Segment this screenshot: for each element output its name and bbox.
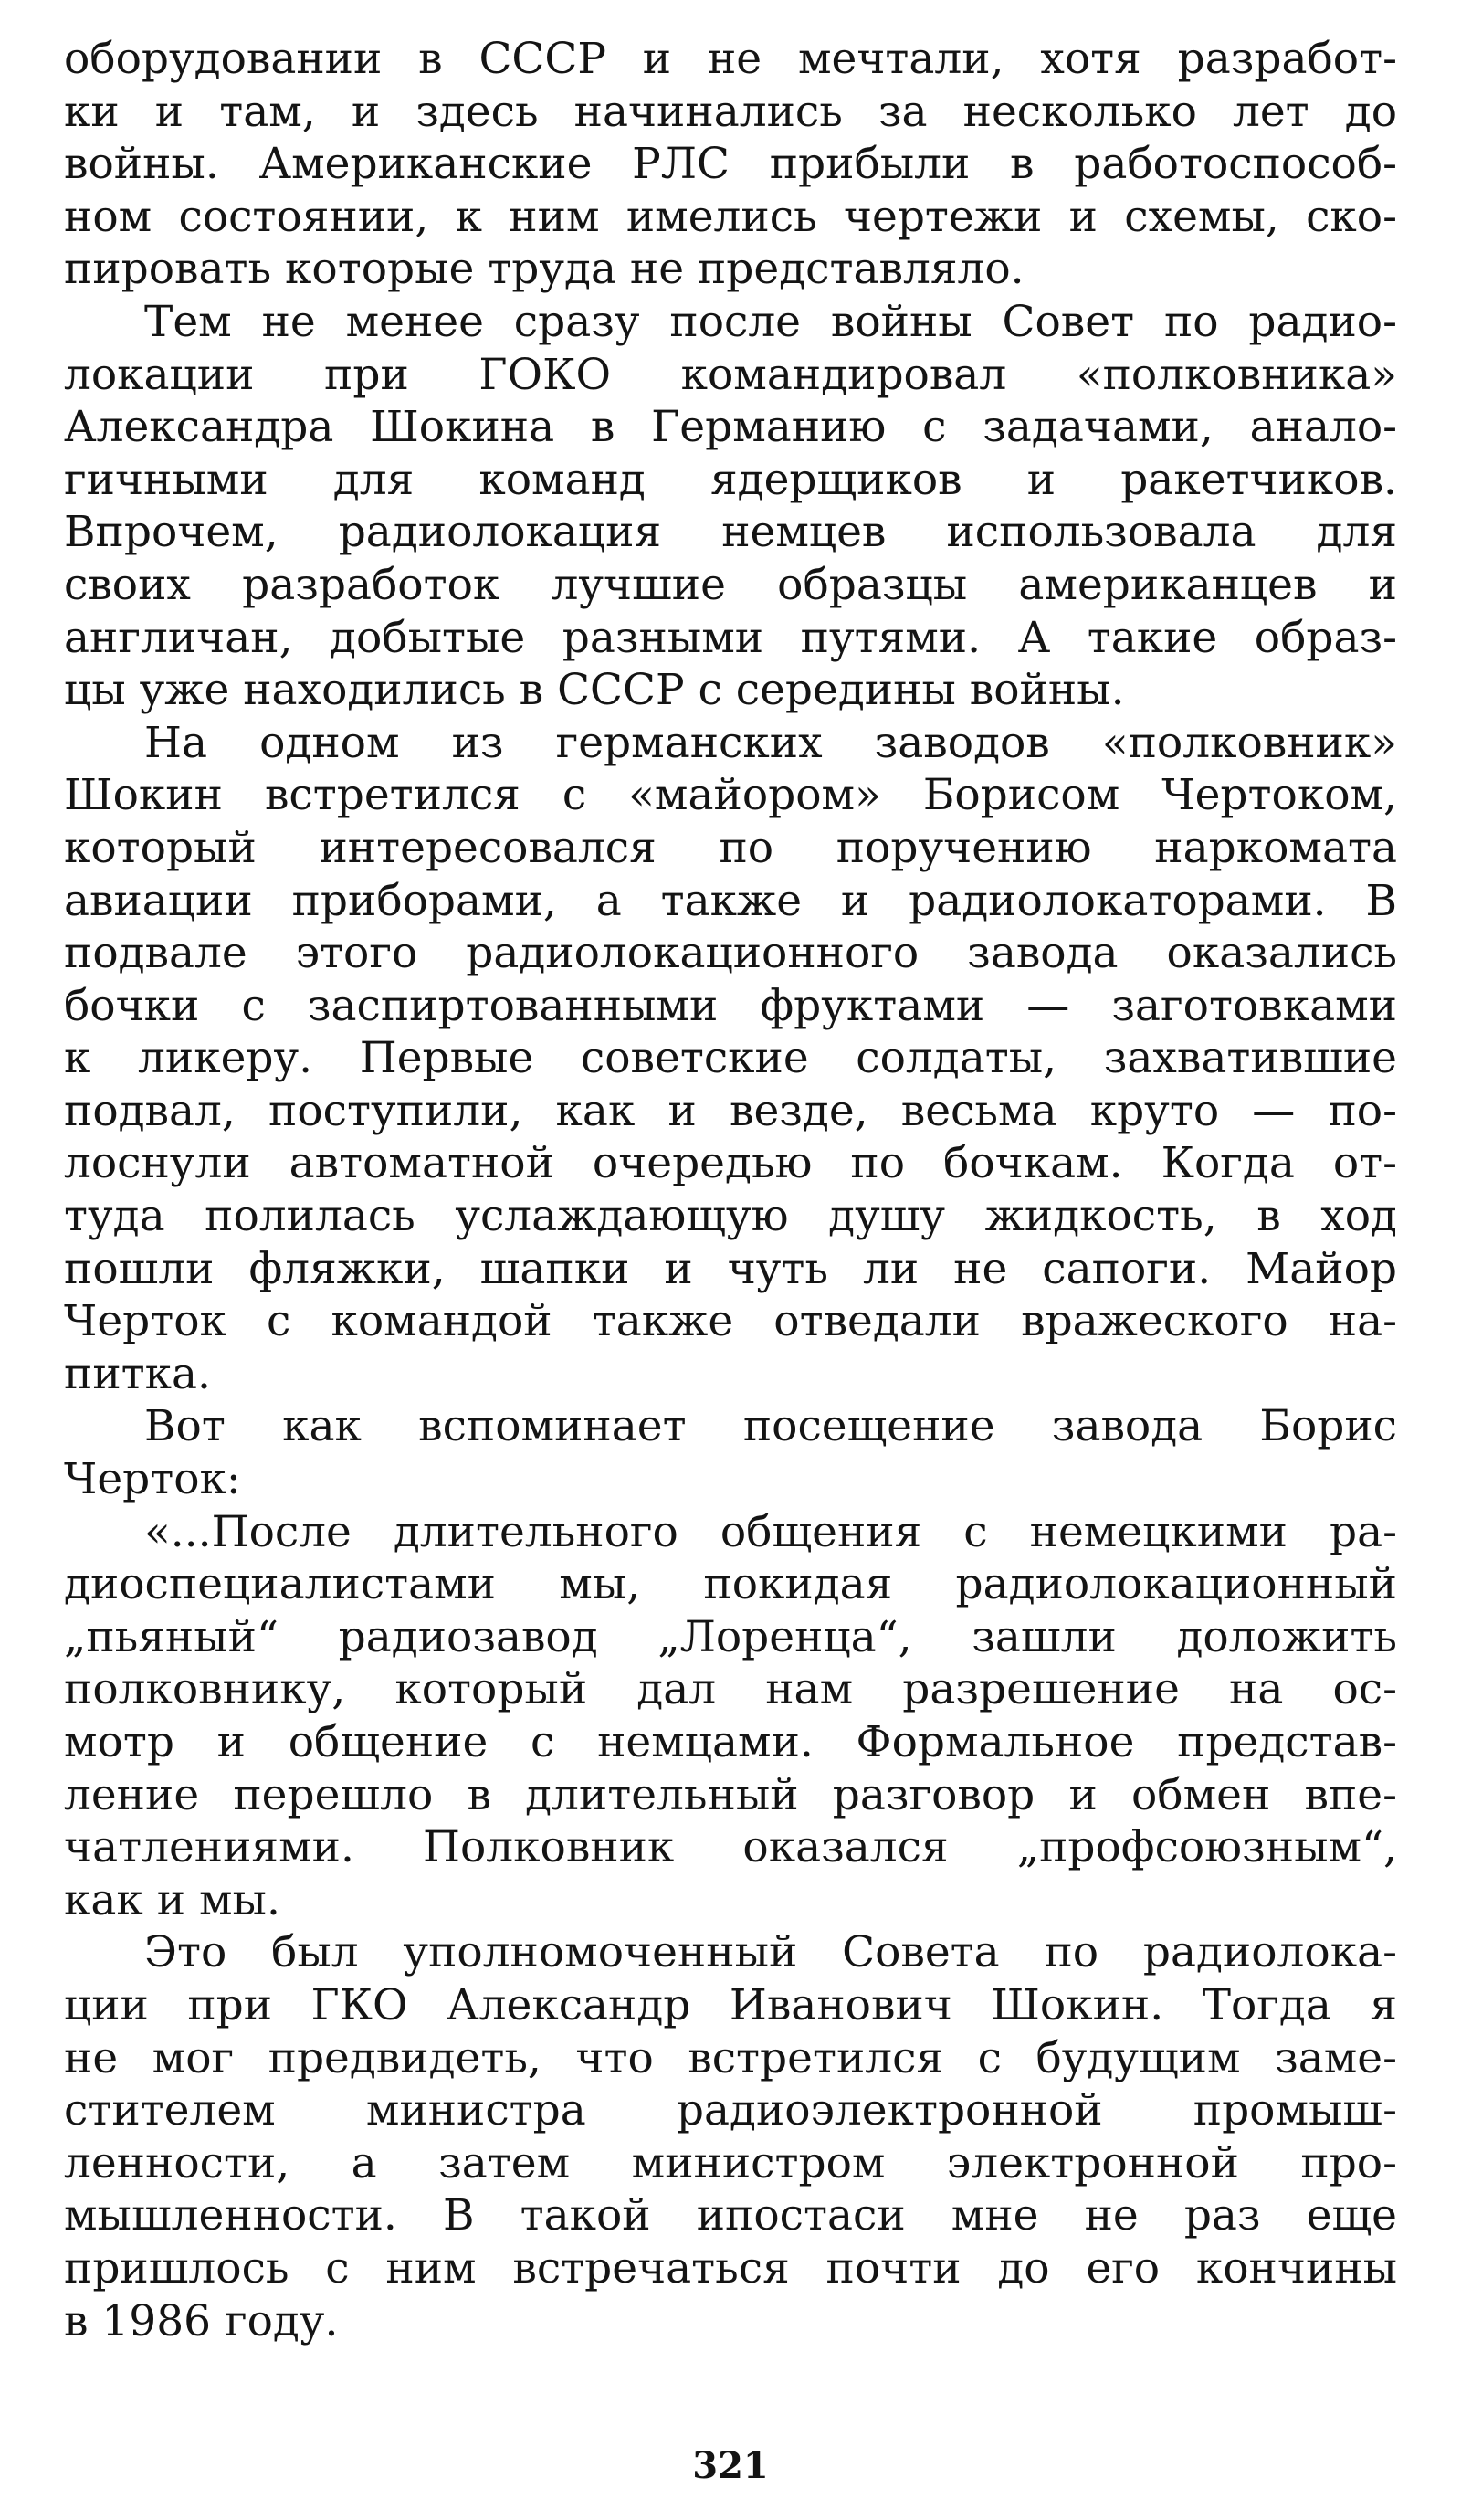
text-line: стителем министра радиоэлектронной промыш- (64, 2085, 1397, 2136)
page-number: 321 (692, 2444, 769, 2487)
paragraph (64, 1926, 1397, 2347)
text-line: «...После длительного общения с немецкими ра- (144, 1506, 1397, 1557)
text-line: лоснули автоматной очередью по бочкам. Когда от- (64, 1138, 1397, 1189)
text-line: своих разработок лучшие образцы американцев и (64, 559, 1397, 610)
text-line: мышленности. В такой ипостаси мне не раз еще (64, 2190, 1397, 2241)
text-line: как и мы. (64, 1874, 280, 1925)
text-line: подвале этого радиолокационного завода оказались (64, 928, 1397, 979)
text-line: подвал, поступили, как и везде, весьма круто — по- (64, 1085, 1397, 1136)
page-text (64, 33, 1397, 2347)
text-line: локации при ГОКО командировал «полковника» (64, 349, 1397, 400)
text-line: к ликеру. Первые советские солдаты, захватившие (64, 1033, 1397, 1084)
text-line: бочки с заспиртованными фруктами — заготовками (64, 980, 1397, 1031)
text-line: который интересовался по поручению наркомата (64, 822, 1397, 873)
paragraph (64, 296, 1397, 717)
text-line: чатлениями. Полковник оказался „профсоюзным“, (64, 1822, 1397, 1873)
text-line: мотр и общение с немцами. Формальное представ- (64, 1717, 1397, 1767)
text-line: пировать которые труда не представляло. (64, 244, 1025, 295)
text-line: Тем не менее сразу после войны Совет по радио- (144, 296, 1397, 347)
paragraph (64, 1400, 1397, 1505)
text-line: цы уже находились в СССР с середины войны. (64, 665, 1125, 716)
text-line: ном состоянии, к ним имелись чертежи и схемы, ско- (64, 191, 1397, 242)
text-line: ции при ГКО Александр Иванович Шокин. Тогда я (64, 1979, 1397, 2030)
text-line: На одном из германских заводов «полковник» (144, 717, 1397, 768)
text-line: англичан, добытые разными путями. А такие образ- (64, 612, 1397, 663)
text-line: диоспециалистами мы, покидая радиолокационный (64, 1559, 1397, 1610)
text-line: авиации приборами, а также и радиолокаторами. В (64, 875, 1397, 926)
text-line: гичными для команд ядерщиков и ракетчиков. (64, 454, 1397, 505)
text-line: войны. Американские РЛС прибыли в работоспособ- (64, 139, 1397, 190)
paragraph (64, 717, 1397, 1401)
text-line: не мог предвидеть, что встретился с будущим заме- (64, 2032, 1397, 2083)
text-line: пошли фляжки, шапки и чуть ли не сапоги. Майор (64, 1243, 1397, 1294)
text-line: оборудовании в СССР и не мечтали, хотя разработ- (64, 34, 1397, 84)
text-line: Вот как вспоминает посещение завода Борис (144, 1401, 1397, 1452)
text-line: питка. (64, 1348, 211, 1399)
text-line: Это был уполномоченный Совета по радиолока- (144, 1927, 1397, 1978)
paragraph-quote (64, 1506, 1397, 1927)
text-line: ление перешло в длительный разговор и обмен впе- (64, 1769, 1397, 1820)
text-line: Черток: (64, 1454, 241, 1505)
text-line: ки и там, и здесь начинались за несколько лет до (64, 86, 1397, 137)
text-line: „пьяный“ радиозавод „Лоренца“, зашли доложить (64, 1611, 1397, 1662)
text-line: Александра Шокина в Германию с задачами, анало- (64, 402, 1397, 453)
text-line: ленности, а затем министром электронной про- (64, 2137, 1397, 2188)
text-line: пришлось с ним встречаться почти до его кончины (64, 2242, 1397, 2293)
text-line: Шокин встретился с «майором» Борисом Чертоком, (64, 770, 1397, 821)
text-line: полковнику, который дал нам разрешение на ос- (64, 1664, 1397, 1715)
text-line: Черток с командой также отведали вражеского на- (64, 1296, 1397, 1347)
text-line: в 1986 году. (64, 2295, 339, 2346)
text-line: Впрочем, радиолокация немцев использовала для (64, 507, 1397, 558)
paragraph (64, 33, 1397, 296)
text-line: туда полилась услаждающую душу жидкость, в ход (64, 1191, 1397, 1242)
